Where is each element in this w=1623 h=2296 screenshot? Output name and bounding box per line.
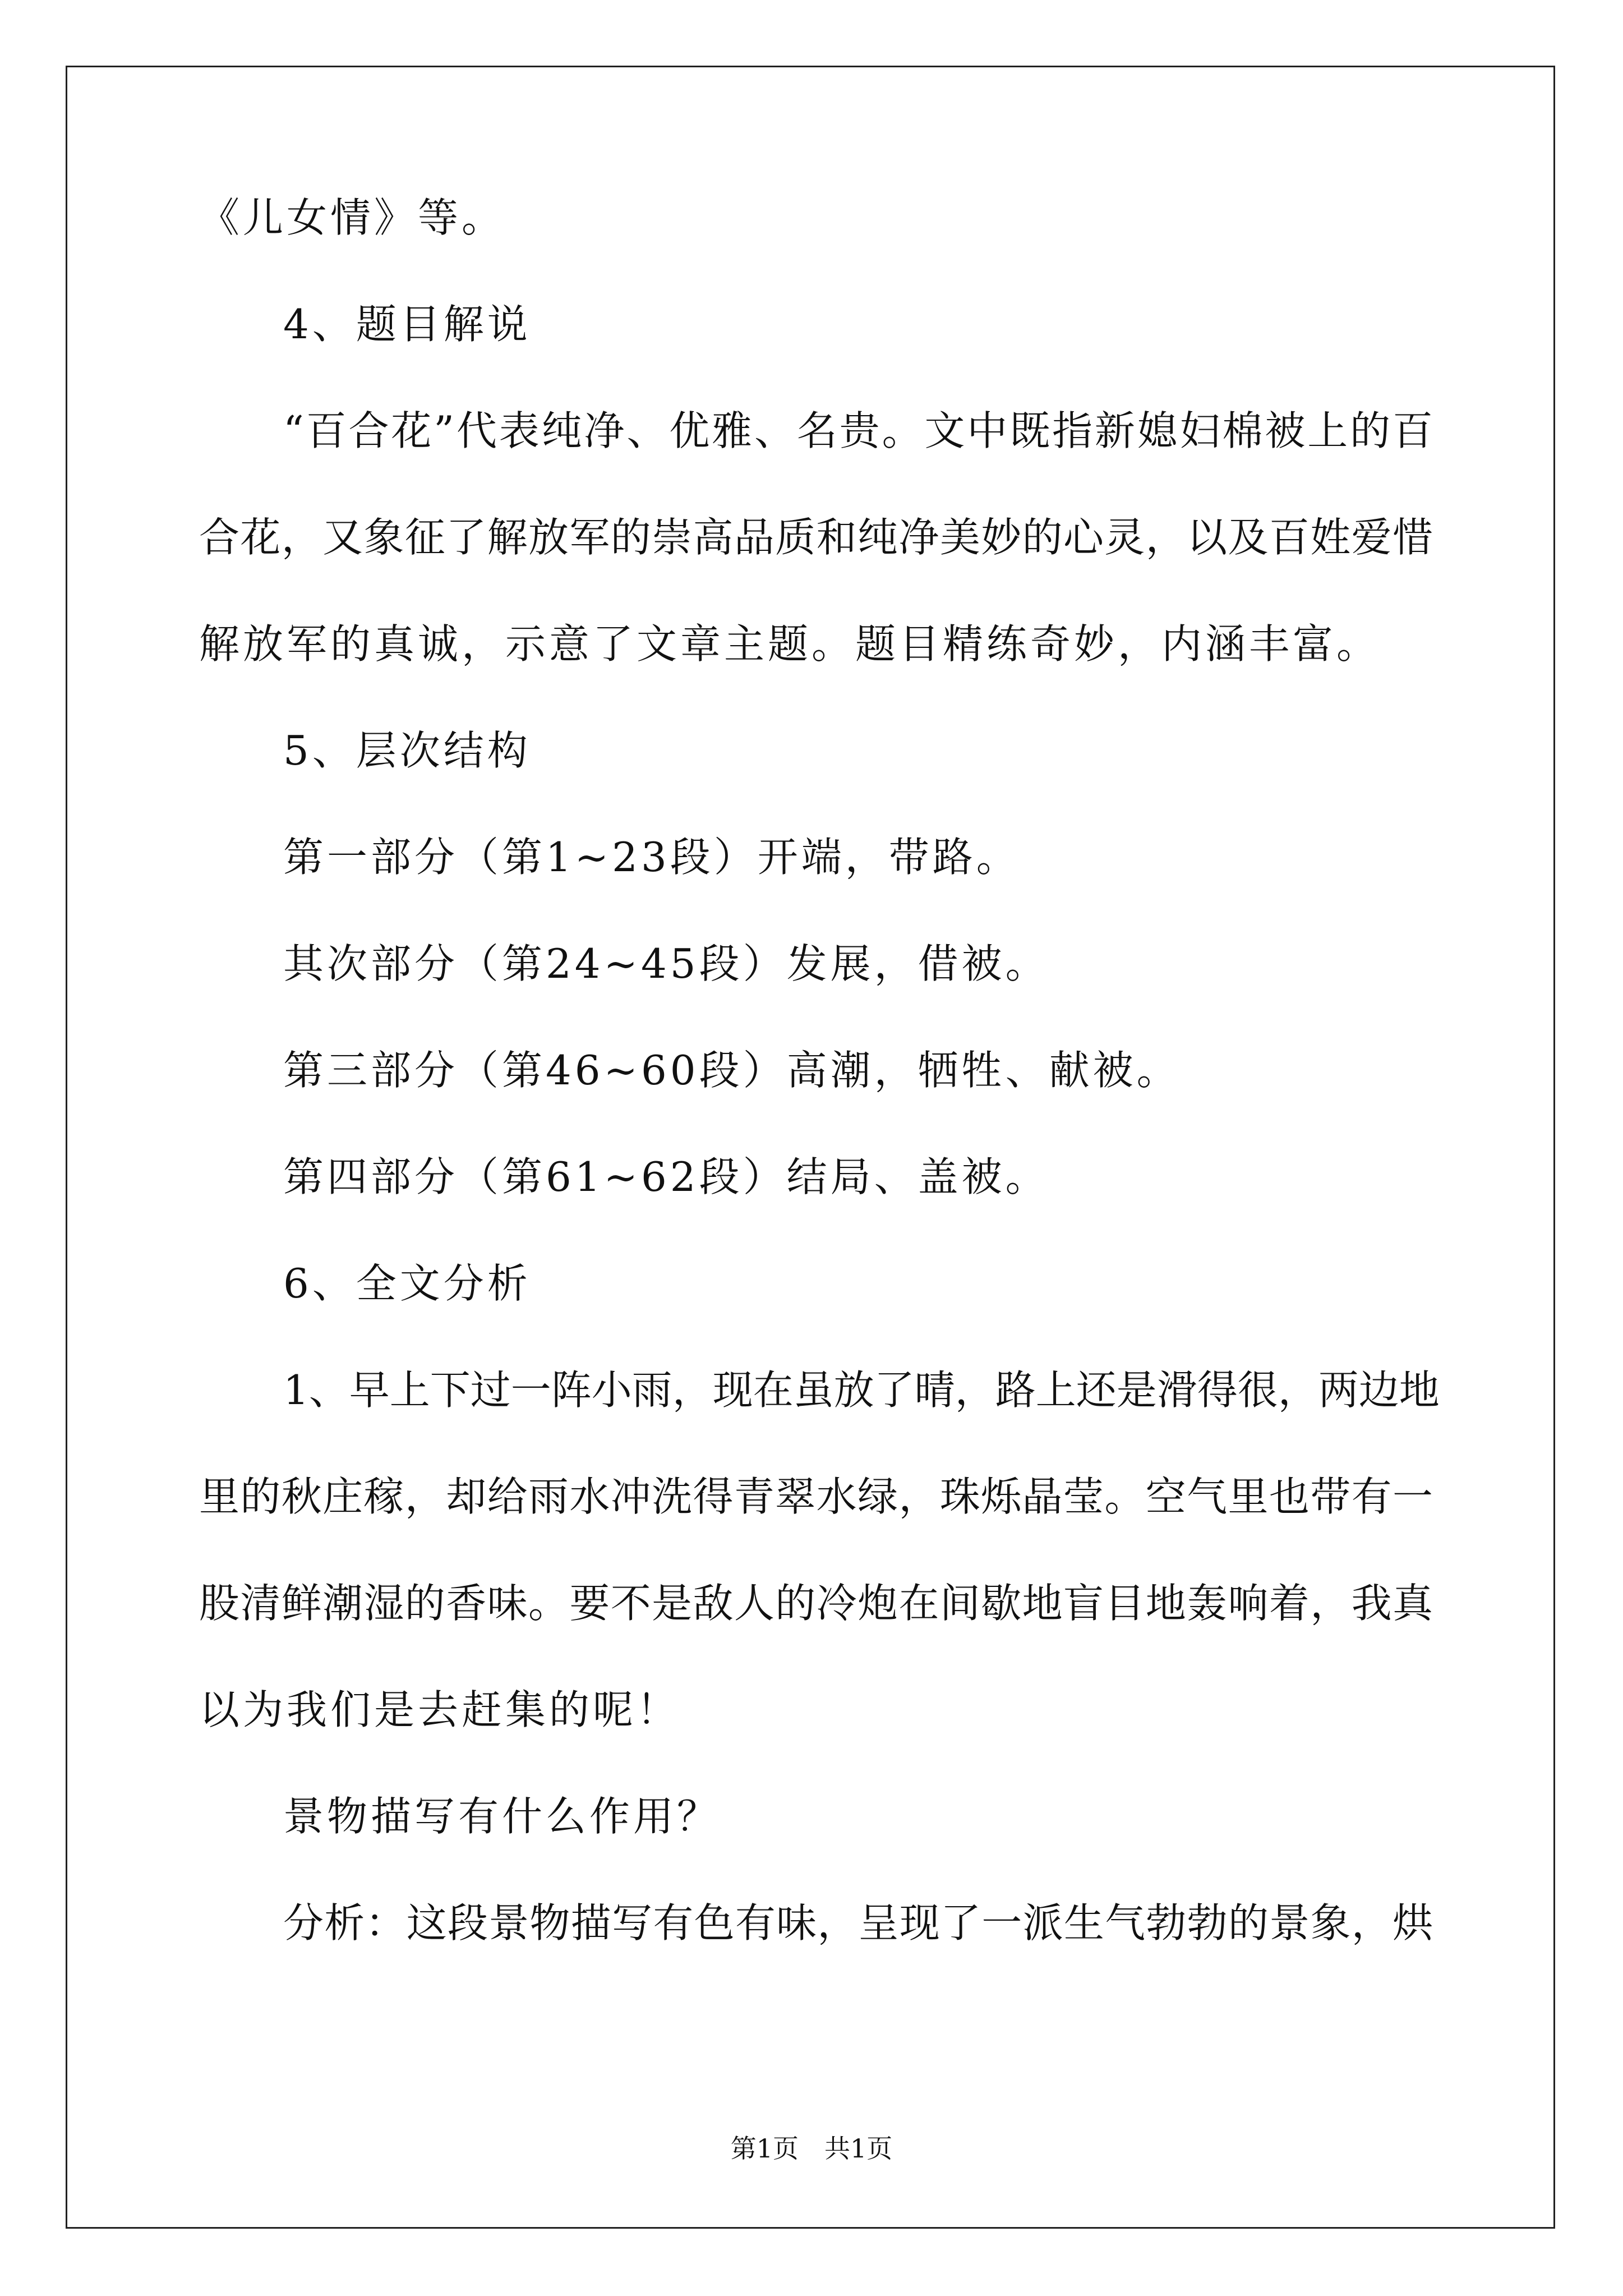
text-line: 股清鲜潮湿的香味。要不是敌人的冷炮在间歇地盲目地轰响着，我真 <box>199 1580 1433 1627</box>
text-line: 合花，又象征了解放军的崇高品质和纯净美妙的心灵，以及百姓爱惜 <box>199 514 1433 561</box>
page-number: 第1页 <box>730 2133 799 2164</box>
text-line: 解放军的真诚，示意了文章主题。题目精练奇妙，内涵丰富。 <box>199 620 1381 668</box>
text-line: 1、早上下过一阵小雨，现在虽放了晴，路上还是滑得很，两边地 <box>283 1366 1440 1414</box>
section-heading: 5、层次结构 <box>283 727 531 774</box>
list-item: 其次部分（第24~45段）发展，借被。 <box>283 940 1049 987</box>
text-line: “百合花”代表纯净、优雅、名贵。文中既指新媳妇棉被上的百 <box>283 407 1433 454</box>
text-line: 以为我们是去赶集的呢！ <box>199 1686 681 1733</box>
section-heading: 4、题目解说 <box>283 301 531 348</box>
page-footer <box>0 2132 1623 2165</box>
text-line: 分析：这段景物描写有色有味，呈现了一派生气勃勃的景象，烘 <box>283 1899 1433 1947</box>
text-line: 里的秋庄稼，却给雨水冲洗得青翠水绿，珠烁晶莹。空气里也带有一 <box>199 1473 1433 1520</box>
text-line: 《儿女情》等。 <box>199 194 506 241</box>
page-total: 共1页 <box>824 2133 893 2164</box>
list-item: 第三部分（第46~60段）高潮，牺牲、献被。 <box>283 1047 1181 1094</box>
section-heading: 6、全文分析 <box>283 1260 531 1307</box>
list-item: 第一部分（第1~23段）开端，带路。 <box>283 834 1020 881</box>
list-item: 第四部分（第61~62段）结局、盖被。 <box>283 1153 1049 1200</box>
text-line: 景物描写有什么作用？ <box>283 1793 721 1840</box>
